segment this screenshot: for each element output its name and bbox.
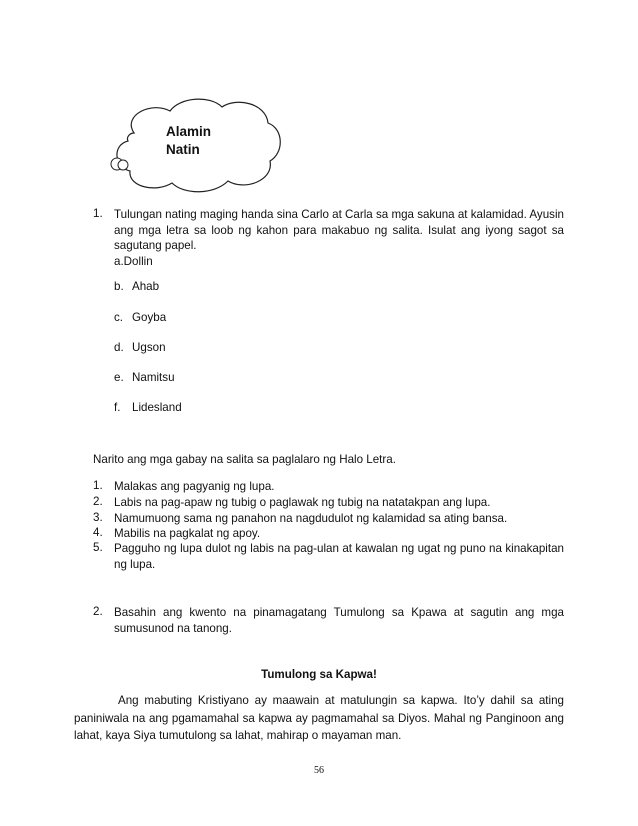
guide-item: Labis na pag-apaw ng tubig o paglawak ng tubig na natatakpan ang lupa. [114, 496, 491, 509]
guide-number: 5. [93, 541, 103, 554]
callout-title-line1: Alamin [166, 124, 212, 139]
guide-number: 3. [93, 511, 103, 524]
answer-item-e: e. Namitsu [114, 371, 175, 384]
question2-number: 2. [93, 605, 103, 618]
question1-line: Tulungan nating maging handa sina Carlo at Carla sa mga sakuna at kalamidad. Ayusin [114, 208, 564, 221]
answer-item-a: a.Dollin [114, 254, 153, 268]
callout-title [166, 123, 211, 159]
question1-line: sagutang papel. [114, 239, 197, 252]
guide-item: Namumuong sama ng panahon na nagdudulot ng kalamidad sa ating bansa. [114, 512, 508, 525]
guide-number: 4. [93, 526, 103, 539]
question1-line: ang mga letra sa loob ng kahon para makabuo ng salita. Isulat ang iyong sagot sa [114, 223, 564, 237]
guide-number: 1. [93, 479, 103, 492]
question1-number: 1. [93, 207, 103, 220]
guide-item: Mabilis na pagkalat ng apoy. [114, 527, 261, 540]
page-number: 56 [314, 765, 324, 776]
question2-text: Basahin ang kwento na pinamagatang Tumulong sa Kpawa at sagutin ang mga sumusunod na tanong. [114, 606, 564, 635]
answer-item-c: c. Goyba [114, 311, 167, 324]
answer-item-f: f. Lidesland [114, 401, 182, 414]
answer-item-d: d. Ugson [114, 341, 166, 354]
answer-item-b: b. Ahab [114, 280, 160, 293]
story-paragraph: Ang mabuting Kristiyano ay maawain at matulungin sa kapwa. Ito’y dahil sa ating paniniwala na ang pgamamahal sa kapwa ay pagmamahal sa Diyos. Mahal ng Panginoon ang lahat, kaya Siya tumutulong sa lahat, mahirap o mayaman man. [74, 694, 564, 742]
question1-text [114, 207, 564, 269]
story-title: Tumulong sa Kapwa! [261, 668, 377, 681]
guide-intro: Narito ang mga gabay na salita sa paglalaro ng Halo Letra. [93, 453, 396, 466]
guide-number: 2. [93, 495, 103, 508]
guide-item: Pagguho ng lupa dulot ng labis na pag-ulan at kawalan ng ugat ng puno na kinakapitan ng lupa. [114, 542, 564, 571]
callout-title-line2: Natin [166, 142, 200, 157]
alamin-natin-callout [104, 95, 284, 195]
guide-item: Malakas ang pagyanig ng lupa. [114, 480, 275, 493]
